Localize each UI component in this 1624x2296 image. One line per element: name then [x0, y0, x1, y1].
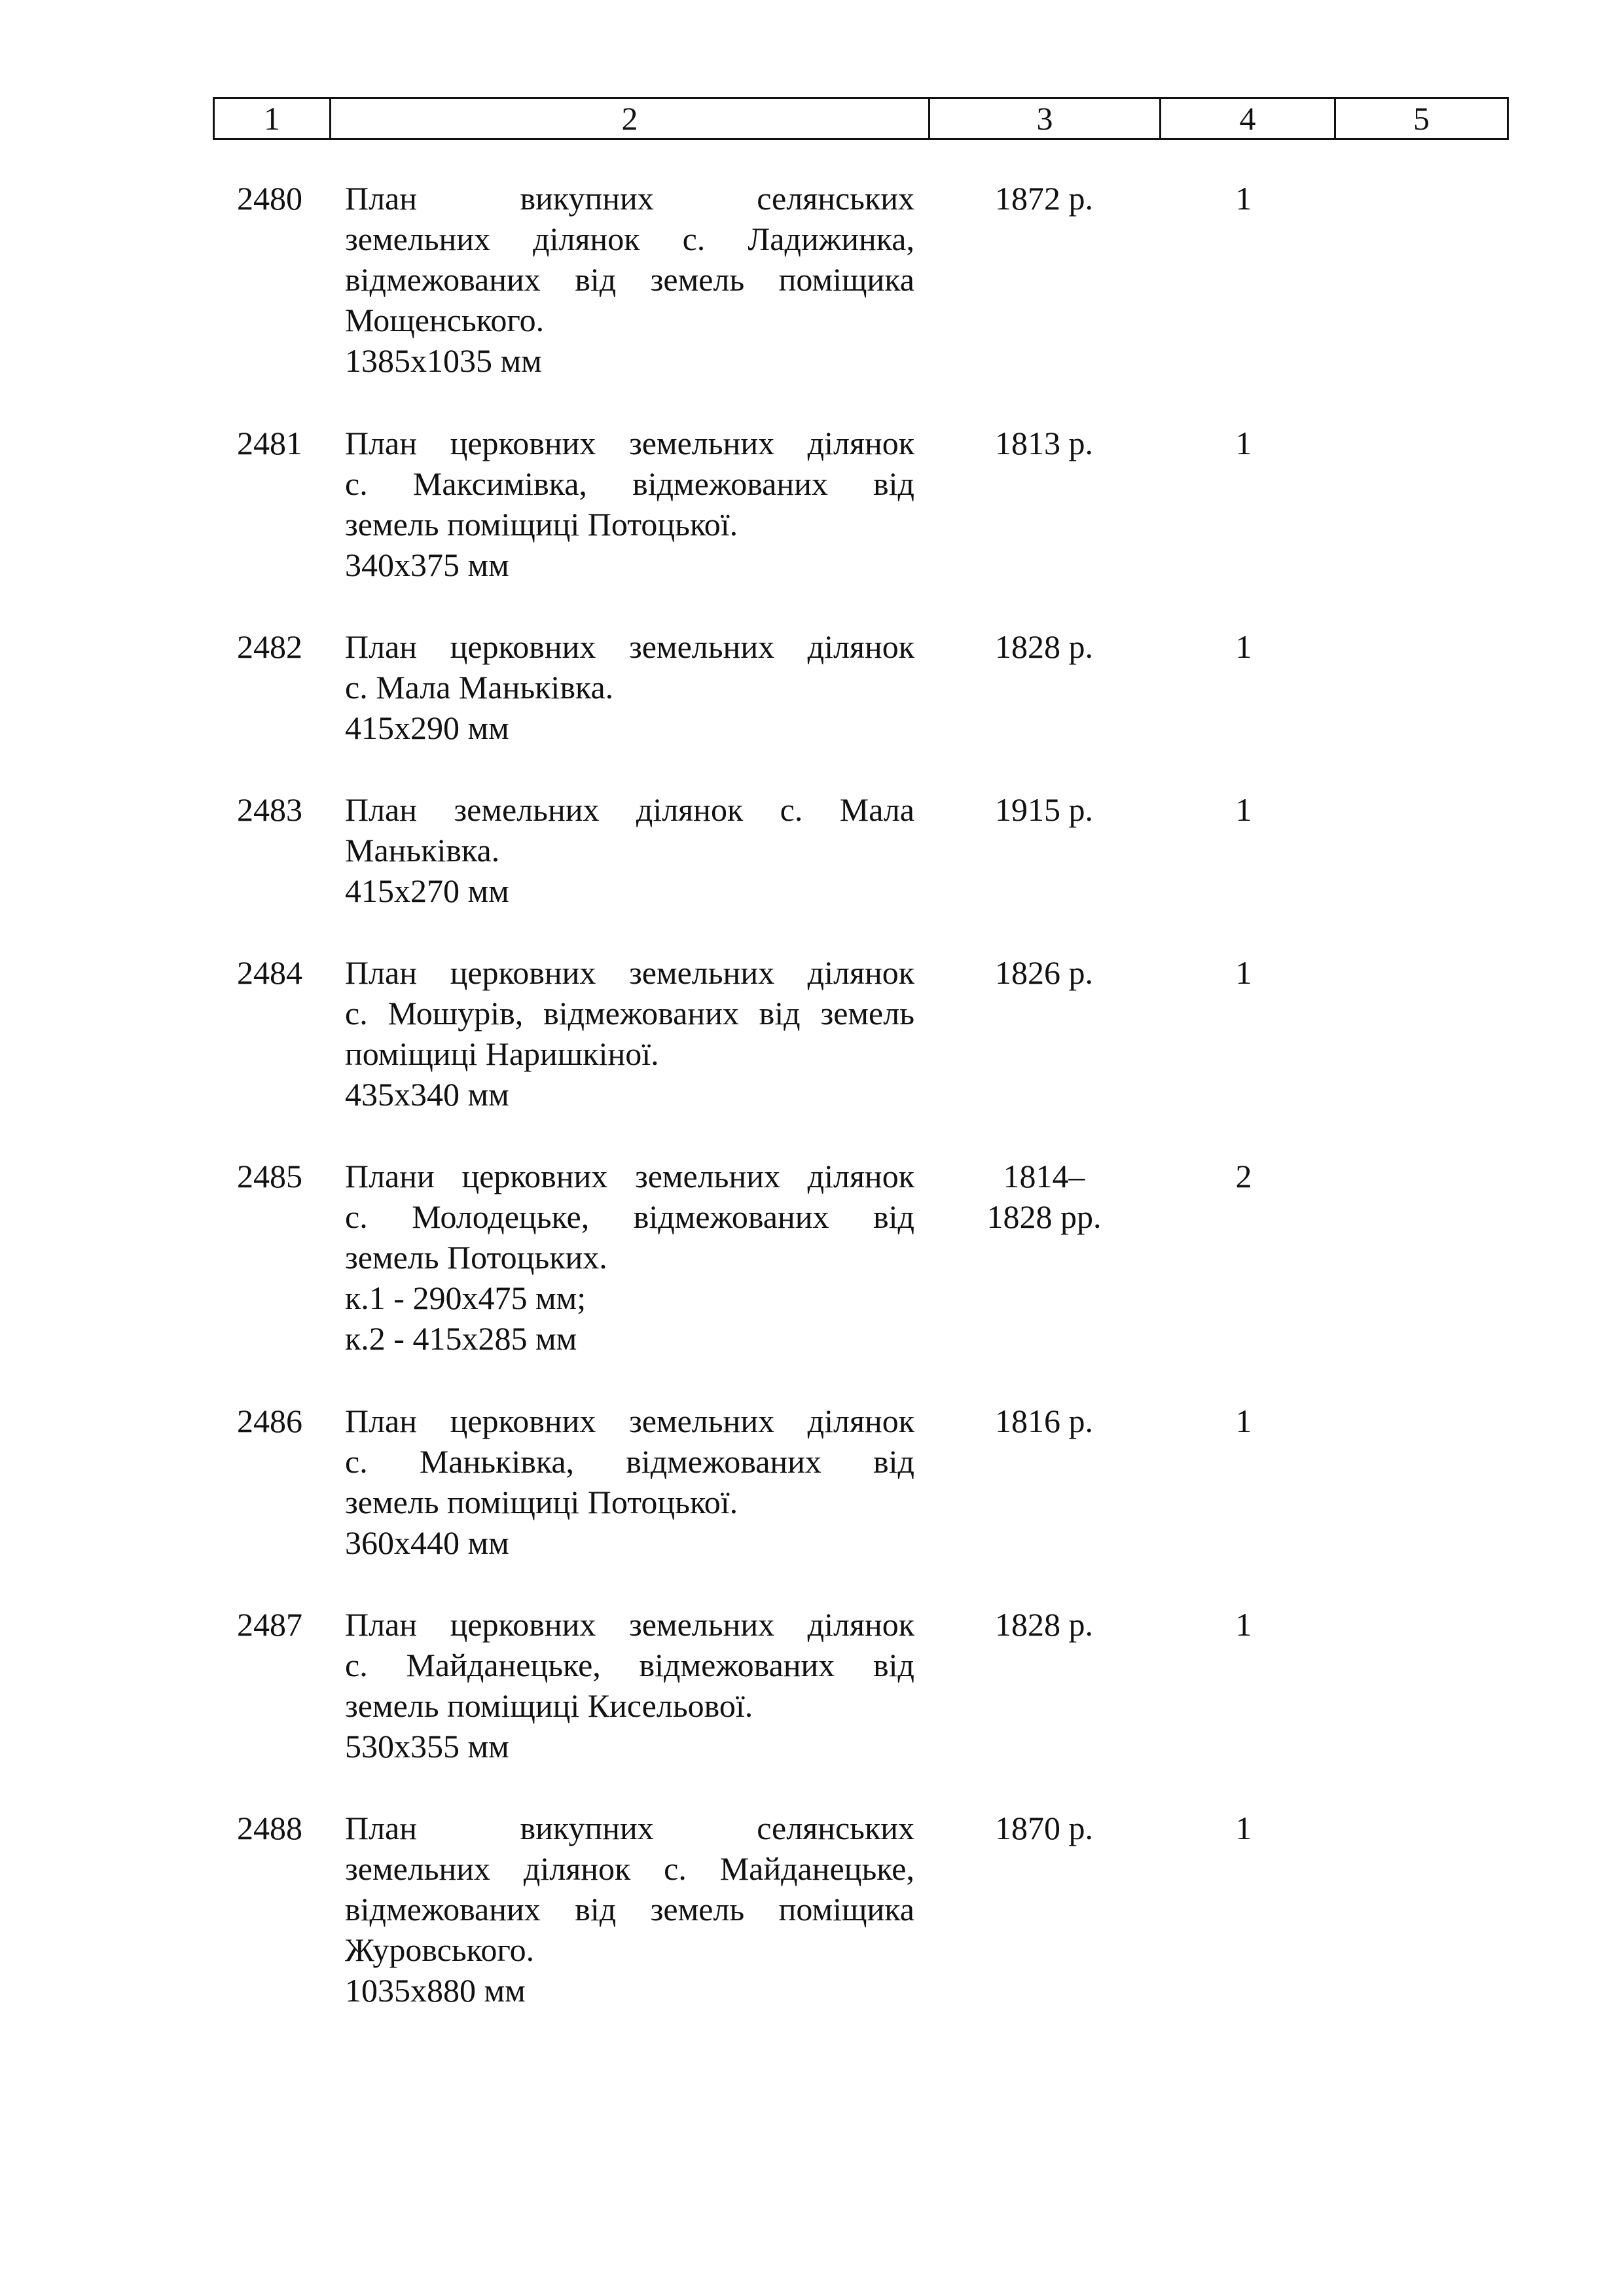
dimensions: 435х340 мм [345, 1076, 509, 1113]
description-line: План церковних земельних ділянок [345, 425, 914, 461]
dimensions: 1035х880 мм [345, 1972, 526, 2009]
entry-count: 1 [1235, 791, 1252, 828]
entry-description [345, 1808, 914, 2011]
description-line: с. Мала Маньківка. [345, 669, 614, 706]
entry-description [345, 423, 914, 585]
description-line: Маньківка. [345, 832, 500, 869]
description-line: земель поміщиці Потоцької. [345, 506, 738, 543]
header-col-3: 3 [930, 99, 1161, 138]
entry-date [943, 178, 1146, 219]
header-col-5: 5 [1413, 100, 1430, 137]
date-line: 1813 р. [995, 425, 1093, 461]
entry-number: 2482 [237, 628, 302, 665]
entry-number: 2483 [237, 791, 302, 828]
description-line: с. Маньківка, відмежованих від [345, 1443, 914, 1480]
dimensions: 415х290 мм [345, 709, 509, 746]
date-line: 1828 рр. [986, 1198, 1102, 1235]
description-line: План земельних ділянок с. Мала [345, 791, 914, 828]
date-line: 1826 р. [995, 954, 1093, 991]
description-line: с. Мошурів, відмежованих від земель [345, 995, 914, 1031]
entry-number: 2486 [237, 1403, 302, 1439]
dimensions: 360х440 мм [345, 1524, 509, 1561]
entry-description [345, 626, 914, 748]
entry-count: 1 [1235, 1403, 1252, 1439]
date-line: 1915 р. [995, 791, 1093, 828]
entry-description [345, 789, 914, 911]
dimensions: 1385х1035 мм [345, 342, 542, 379]
entry-count: 1 [1235, 425, 1252, 461]
entry-number: 2487 [237, 1606, 302, 1643]
entry-description [345, 1604, 914, 1767]
description-line: План церковних земельних ділянок [345, 1606, 914, 1643]
date-line: 1872 р. [995, 180, 1093, 217]
description-line: План церковних земельних ділянок [345, 954, 914, 991]
entry-count: 1 [1235, 1606, 1252, 1643]
description-line: План церковних земельних ділянок [345, 628, 914, 665]
description-line: земельних ділянок с. Майданецьке, [345, 1850, 914, 1887]
entry-date [943, 423, 1146, 463]
entry-count: 1 [1235, 180, 1252, 217]
entry-number: 2488 [237, 1810, 302, 1846]
description-line: поміщиці Наришкіної. [345, 1035, 659, 1072]
entry-number: 2484 [237, 954, 302, 991]
date-line: 1828 р. [995, 628, 1093, 665]
description-line: План церковних земельних ділянок [345, 1403, 914, 1439]
entry-count: 1 [1235, 954, 1252, 991]
dimensions: 340х375 мм [345, 547, 509, 583]
dimensions: к.2 - 415х285 мм [345, 1320, 577, 1357]
date-line: 1870 р. [995, 1810, 1093, 1846]
description-line: земель поміщиці Потоцької. [345, 1484, 738, 1520]
description-line: Плани церковних земельних ділянок [345, 1158, 914, 1194]
description-line: Журовського. [345, 1931, 535, 1968]
date-line: 1828 р. [995, 1606, 1093, 1643]
description-line: План викупних селянських [345, 180, 914, 217]
entry-date [943, 789, 1146, 830]
entry-date [943, 1156, 1146, 1237]
entry-date [943, 1604, 1146, 1645]
header-col-4: 4 [1161, 99, 1336, 138]
description-line: земельних ділянок с. Ладижинка, [345, 221, 914, 257]
description-line: План викупних селянських [345, 1810, 914, 1846]
date-line: 1816 р. [995, 1403, 1093, 1439]
entry-number: 2480 [237, 180, 302, 217]
description-line: с. Максимівка, відмежованих від [345, 465, 914, 502]
description-line: Мощенського. [345, 302, 545, 338]
dimensions: 415х270 мм [345, 872, 509, 909]
entry-count: 1 [1235, 628, 1252, 665]
header-col-2: 2 [331, 99, 930, 138]
entry-date [943, 952, 1146, 993]
entry-number: 2481 [237, 425, 302, 461]
date-line: 1814– [1003, 1158, 1085, 1194]
description-line: земель Потоцьких. [345, 1239, 607, 1276]
entry-date [943, 626, 1146, 667]
entry-description [345, 1401, 914, 1563]
description-line: с. Молодецьке, відмежованих від [345, 1198, 914, 1235]
description-line: с. Майданецьке, відмежованих від [345, 1647, 914, 1683]
description-line: відмежованих від земель поміщика [345, 261, 914, 298]
entry-date [943, 1401, 1146, 1441]
dimensions: к.1 - 290х475 мм; [345, 1280, 586, 1316]
entry-description [345, 1156, 914, 1359]
entry-count: 1 [1235, 1810, 1252, 1846]
dimensions: 530х355 мм [345, 1728, 509, 1765]
header-col-1: 1 [215, 99, 331, 138]
description-line: земель поміщиці Кисельової. [345, 1687, 753, 1724]
entry-description [345, 952, 914, 1115]
entry-number: 2485 [237, 1158, 302, 1194]
entry-count: 2 [1235, 1158, 1252, 1194]
entry-description [345, 178, 914, 381]
description-line: відмежованих від земель поміщика [345, 1891, 914, 1928]
entry-date [943, 1808, 1146, 1848]
column-number-header [213, 97, 1509, 140]
